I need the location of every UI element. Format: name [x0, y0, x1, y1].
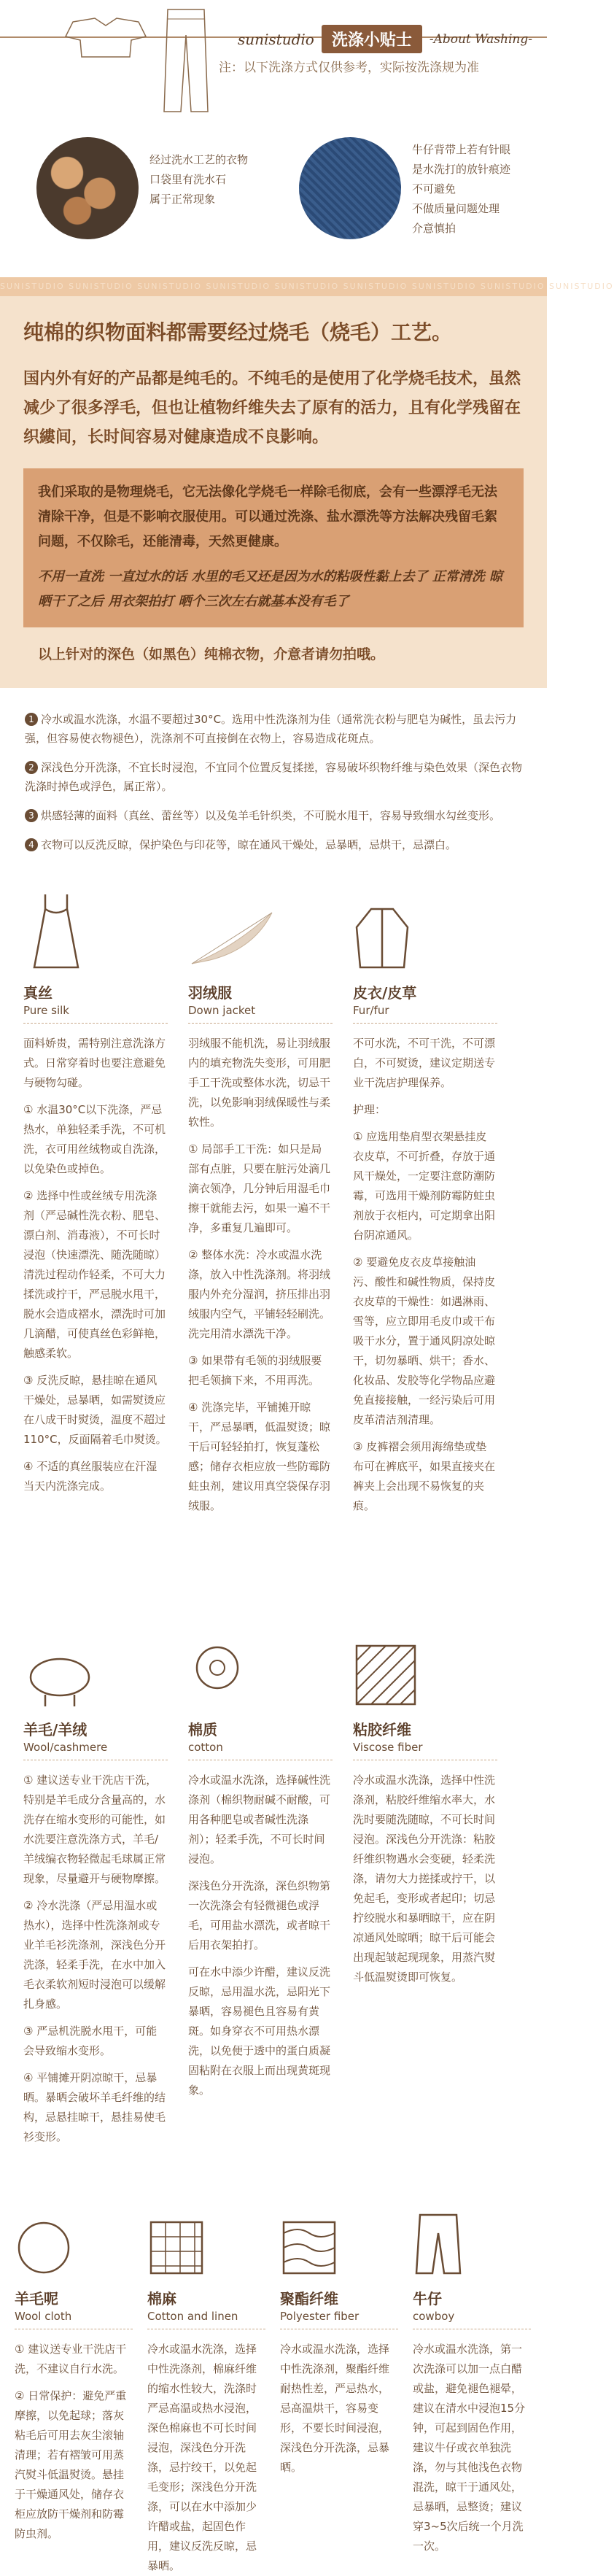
brand-name: sunistudio	[238, 30, 314, 48]
fabric-row-2	[0, 1619, 547, 2188]
care-paragraph: 羽绒服不能机洗，易让羽绒服内的填充物洗失变形，可用肥手工干洗或整体水洗，切忌干洗，以免影响羽绒保暖性与柔软性。	[188, 1037, 331, 1129]
note-number: 4	[25, 838, 38, 851]
care-paragraph: ④ 平铺摊开阴凉晾干，忌暴晒。暴晒会破坏羊毛纤维的结构，忌悬挂晾干，悬挂易使毛衫变形。	[23, 2071, 166, 2143]
note-number: 2	[25, 761, 38, 774]
fabric-name: 牛仔	[413, 2290, 442, 2308]
fabric-name: 真丝	[23, 984, 53, 1002]
care-paragraph: ③ 如果带有毛领的羽绒服要把毛领摘下来，不用再洗。	[188, 1354, 322, 1387]
intro-left-line: 口袋里有洗水石	[149, 173, 227, 186]
care-paragraph: ④ 不适的真丝服装应在汗湿当天内洗涤完成。	[23, 1460, 158, 1493]
intro-right-line: 牛仔背带上若有针眼	[412, 143, 511, 156]
cowboy-jeans-icon	[413, 2188, 531, 2277]
fabric-care-text	[23, 1034, 168, 1496]
care-paragraph: ④ 洗涤完毕，平铺摊开晾干，严忌暴晒，低温熨烫；晾干后可轻轻拍打，恢复蓬松感；储存衣柜应放一些防霉防蛀虫剂，建议用真空袋保存羽绒服。	[188, 1401, 331, 1512]
care-paragraph: 面料娇贵，需特别注意洗涤方式。日常穿着时也要注意避免与硬物勾碰。	[23, 1037, 166, 1089]
brand-stripe: SUNISTUDIO SUNISTUDIO SUNISTUDIO SUNISTUDIO SUNISTUDIO SUNISTUDIO SUNISTUDIO SUNISTUDIO SUNISTUDIO	[0, 277, 547, 296]
jeans-sketch-icon	[160, 6, 211, 115]
fabric-card-down	[178, 882, 343, 1619]
viscose-fabric-icon	[353, 1619, 497, 1708]
note-item	[25, 806, 522, 825]
fabric-care-text	[15, 2340, 133, 2544]
care-paragraph: ① 水温30°C以下洗涤，严忌热水，单独轻柔手洗，不可机洗，衣可用丝绒物或自洗涤，以免染色或掉色。	[23, 1103, 166, 1175]
care-paragraph: ③ 皮裤褶会须用海绵垫或垫布可在裤底平，如果直接夹在裤夹上会出现不易恢复的夹痕。	[353, 1440, 496, 1512]
panel-title: 纯棉的织物面料都需要经过烧毛（烧毛）工艺。	[23, 320, 453, 344]
fabric-care-text	[188, 1034, 333, 1516]
wool-sheep-icon	[23, 1619, 168, 1708]
care-paragraph: 冷水或温水洗涤，选择中性洗涤剂，粘胶纤维缩水率大，水洗时要随洗随晾，不可长时间浸泡。深浅色分开洗涤：粘胶纤维织物遇水会变硬，轻柔洗涤，请勿大力搓揉或拧干，以免起毛，变形或者起印；切忌拧绞脱水和暴晒晾干，应在阴凉通风处晾晒；晾干后可能会出现起皱起现现象，用蒸汽熨斗低温熨烫即可恢复。	[353, 1774, 496, 1984]
fabric-card-cotton	[178, 1619, 343, 2188]
care-paragraph: 深浅色分开洗涤，深色织物第一次洗涤会有轻微褪色或浮毛，可用盐水漂洗，或者晾干后用衣架拍打。	[188, 1879, 331, 1952]
note-item	[25, 758, 522, 796]
fabric-care-text	[147, 2340, 265, 2576]
fabric-row-3	[0, 2188, 547, 2572]
cotton-flower-icon	[188, 1619, 333, 1708]
wash-stone-text	[149, 150, 248, 209]
singeing-info-panel	[0, 296, 547, 688]
note-number: 1	[25, 713, 38, 726]
care-paragraph: 冷水或温水洗涤，选择中性洗涤剂，聚酯纤维耐热性差，严忌热水，忌高温烘干，容易变形，不要长时间浸泡，深浅色分开洗涤，忌暴晒。	[280, 2343, 390, 2474]
care-paragraph: ② 日常保护：避免严重摩擦，以免起球；落灰粘毛后可用去灰尘滚轴清理；若有褶皱可用蒸汽熨斗低温熨烫。悬挂于干燥通风处，储存衣柜应放防干燥剂和防霉防虫剂。	[15, 2389, 127, 2540]
intro-right-line: 是水洗打的放针痕迹	[412, 163, 511, 176]
fabric-card-wool-cloth	[7, 2188, 140, 2553]
fabric-card-fur	[343, 882, 508, 1619]
fabric-name-en: Down jacket	[188, 1004, 333, 1024]
fabric-name: 羊毛/羊绒	[23, 1721, 88, 1738]
care-paragraph: 冷水或温水洗涤，选择中性洗涤剂，棉麻纤维的缩水性较大，洗涤时严忌高温或热水浸泡，深色棉麻也不可长时间浸泡，深浅色分开洗涤，忌拧绞干，以免起毛变形；深浅色分开洗涤，可以在水中添加少许醋或盐，起固色作用，建议反洗反晾，忌暴晒。	[147, 2343, 257, 2572]
fabric-card-wool	[13, 1619, 178, 2188]
care-paragraph: 可在水中添少许醋，建议反洗反晾，忌用温水洗，忌阳光下暴晒，容易褪色且容易有黄斑。如身穿衣不可用热水漂洗，以免便于透中的蛋白质凝固粘附在衣服上而出现黄斑现象。	[188, 1965, 331, 2097]
fabric-name-en: Fur/fur	[353, 1004, 497, 1024]
physical-singeing-box	[23, 468, 524, 627]
fabric-card-silk	[13, 882, 178, 1619]
brand-row	[238, 25, 532, 53]
fabric-name-en: Pure silk	[23, 1004, 168, 1024]
wool-cloth-icon	[15, 2188, 133, 2277]
note-text: 冷水或温水洗涤，水温不要超过30°C。选用中性洗涤剂为佳（通常洗衣粉与肥皂为碱性，虽去污力强，但容易使衣物褪色），洗涤剂不可直接倒在衣物上，容易造成花斑点。	[25, 713, 517, 745]
fabric-name: 羽绒服	[188, 984, 232, 1002]
wash-stone-photo	[36, 137, 139, 239]
fabric-care-text	[413, 2340, 531, 2556]
intro-right-line: 不做质量问题处理	[412, 202, 500, 215]
needle-mark-text	[412, 140, 510, 239]
fabric-name-en: Viscose fiber	[353, 1741, 497, 1760]
care-paragraph: 护理：	[353, 1103, 386, 1116]
fabric-name-en: Wool/cashmere	[23, 1741, 168, 1760]
intro-left-line: 属于正常现象	[149, 193, 216, 206]
feather-icon	[188, 882, 333, 971]
fabric-care-text	[280, 2340, 398, 2478]
fabric-name: 棉麻	[147, 2290, 176, 2308]
general-notes	[0, 688, 547, 882]
note-item	[25, 835, 522, 854]
panel-body: 国内外有好的产品都是纯毛的。不纯毛的是使用了化学烧毛技术，虽然减少了很多浮毛，但也让植物纤维失去了原有的活力，且有化学残留在织縷间，长时间容易对健康造成不良影响。	[23, 370, 521, 446]
washing-header	[0, 0, 547, 124]
intro-section	[0, 124, 547, 277]
polyester-fabric-icon	[280, 2188, 398, 2277]
linen-fabric-icon	[147, 2188, 265, 2277]
care-paragraph: ① 建议送专业干洗店干洗，不建议自行水洗。	[15, 2343, 127, 2375]
fabric-care-text	[353, 1771, 497, 1987]
fabric-name: 皮衣/皮草	[353, 984, 417, 1002]
fabric-name-en: Wool cloth	[15, 2310, 133, 2329]
fabric-card-linen	[140, 2188, 273, 2572]
care-paragraph: ② 选择中性或丝绒专用洗涤剂（严忌碱性洗衣粉、肥皂、漂白剂、消毒液），不可长时浸泡（快速漂洗、随洗随晾）清洗过程动作轻柔，不可大力揉洗或拧干，严忌脱水甩干，脱水会造成褶水，漂洗时可加几滴醋，可使真丝色彩鲜艳，触感柔软。	[23, 1189, 166, 1360]
care-paragraph: ③ 严忌机洗脱水甩干，可能会导致缩水变形。	[23, 2024, 158, 2057]
fabric-care-text	[353, 1034, 497, 1516]
about-washing-label: -About Washing-	[429, 31, 532, 47]
panel-footnote: 以上针对的深色（如黑色）纯棉衣物，介意者请勿拍哦。	[38, 646, 385, 662]
care-paragraph: 冷水或温水洗涤，选择碱性洗涤剂（棉织物耐碱不耐酸，可用各种肥皂或者碱性洗涤剂）；轻柔手洗，不可长时间浸泡。	[188, 1774, 331, 1865]
fabric-care-text	[188, 1771, 333, 2100]
fabric-name-en: cotton	[188, 1741, 333, 1760]
fur-coat-icon	[353, 882, 497, 971]
fabric-care-text	[23, 1771, 168, 2147]
fabric-name: 棉质	[188, 1721, 217, 1738]
care-paragraph: 不可水洗，不可干洗，不可漂白，不可熨烫，建议定期送专业干洗店护理保养。	[353, 1037, 496, 1089]
care-paragraph: ② 整体水洗：冷水或温水洗涤，放入中性洗涤剂。将羽绒服内外充分湿润，挤压排出羽绒服内空气，平铺轻轻刷洗。洗完用清水漂洗干净。	[188, 1248, 331, 1340]
note-text: 深浅色分开洗涤，不宜长时浸泡，不宜同个位置反复揉搓，容易破坏织物纤维与染色效果（深色衣物洗涤时掉色或浮色，属正常）。	[25, 761, 523, 793]
intro-left-line: 经过洗水工艺的衣物	[149, 153, 249, 166]
care-paragraph: 冷水或温水洗涤，第一次洗涤可以加一点白醋或盐，避免褪色褪晕，建议在清水中浸泡15分钟，可起到固色作用，建议牛仔或衣单独洗涤，勿与其他浅色衣物混洗，晾干于通风处，忌暴晒，忌整烫；建议穿3~5次后统一个月洗一次。	[413, 2343, 526, 2553]
fabric-card-viscose	[343, 1619, 508, 2188]
fabric-name-en: cowboy	[413, 2310, 531, 2329]
intro-right-line: 不可避免	[412, 182, 456, 196]
care-paragraph: ① 应选用垫肩型衣架悬挂皮衣皮草，不可折叠，存放于通风干燥处，一定要注意防潮防霉，可选用干燥剂防霉防蛀虫剂放于衣柜内，可定期拿出阳台阴凉通风。	[353, 1130, 496, 1242]
fabric-name: 粘胶纤维	[353, 1721, 411, 1738]
fabric-row-1	[0, 882, 547, 1619]
fabric-name-en: Cotton and linen	[147, 2310, 265, 2329]
reference-note: 注：以下洗涤方式仅供参考，实际按洗涤规为准	[219, 61, 479, 75]
fabric-card-cowboy	[405, 2188, 538, 2553]
fabric-card-polyester	[273, 2188, 405, 2553]
fabric-name: 聚酯纤维	[280, 2290, 338, 2308]
fabric-name: 羊毛呢	[15, 2290, 58, 2308]
care-paragraph: ② 冷水洗涤（严忌用温水或热水），选择中性洗涤剂或专业羊毛衫洗涤剂，深浅色分开洗涤，轻柔手洗，在水中加入毛衣柔软剂短时浸泡可以缓解扎身感。	[23, 1899, 166, 2011]
denim-photo	[299, 137, 401, 239]
care-paragraph: ① 局部手工干洗：如只是局部有点脏，只要在脏污处滴几滴衣领净，几分钟后用湿毛巾擦干就能去污，如果一遍不干净，多重复几遍即可。	[188, 1142, 331, 1234]
washing-tips-title: 洗涤小贴士	[322, 25, 422, 53]
intro-right-line: 介意慎拍	[412, 222, 456, 235]
note-text: 衣物可以反洗反晾，保护染色与印花等，晾在通风干燥处，忌暴晒，忌烘干，忌漂白。	[41, 838, 457, 851]
box-paragraph: 我们采取的是物理烧毛，它无法像化学烧毛一样除毛彻底，会有一些漂浮毛无法清除干净，但是不影响衣服使用。可以通过洗涤、盐水漂洗等方法解决残留毛絮问题，不仅除毛，还能清毒，天然更健康。	[38, 484, 497, 549]
note-text: 烘感轻薄的面料（真丝、蕾丝等）以及兔羊毛针织类，不可脱水甩干，容易导致细水勾丝变形。	[41, 809, 501, 822]
fabric-name-en: Polyester fiber	[280, 2310, 398, 2329]
care-paragraph: ② 要避免皮衣皮草接触油污、酸性和碱性物质，保持皮衣皮草的干燥性：如遇淋雨、雪等，应立即用毛皮巾或干布吸干水分，置于通风阴凉处晾干，切勿暴晒、烘干；香水、化妆品、发胶等化学物品应避免直接接触，一经污染后可用皮革清洁剂清理。	[353, 1256, 496, 1426]
note-number: 3	[25, 809, 38, 822]
shirt-sketch-icon	[66, 15, 153, 58]
care-paragraph: ① 建议送专业干洗店干洗，特别是羊毛成分含量高的，水洗存在缩水变形的可能性，如水洗要注意洗涤方式，羊毛/羊绒编衣物轻微起毛球属正常现象，尽量避开与硬物摩擦。	[23, 1774, 166, 1885]
silk-dress-icon	[23, 882, 168, 971]
care-paragraph: ③ 反洗反晾，悬挂晾在通风干燥处，忌暴晒，如需熨烫应在八成干时熨烫，温度不超过110°C，反面隔着毛巾熨烫。	[23, 1374, 167, 1446]
note-item	[25, 710, 522, 748]
box-handwritten-note: 不用一直洗 一直过水的话 水里的毛又还是因为水的粘吸性黏上去了 正常清洗 晾晒干了之后 用衣架拍打 晒个三次左右就基本没有毛了	[38, 569, 503, 609]
